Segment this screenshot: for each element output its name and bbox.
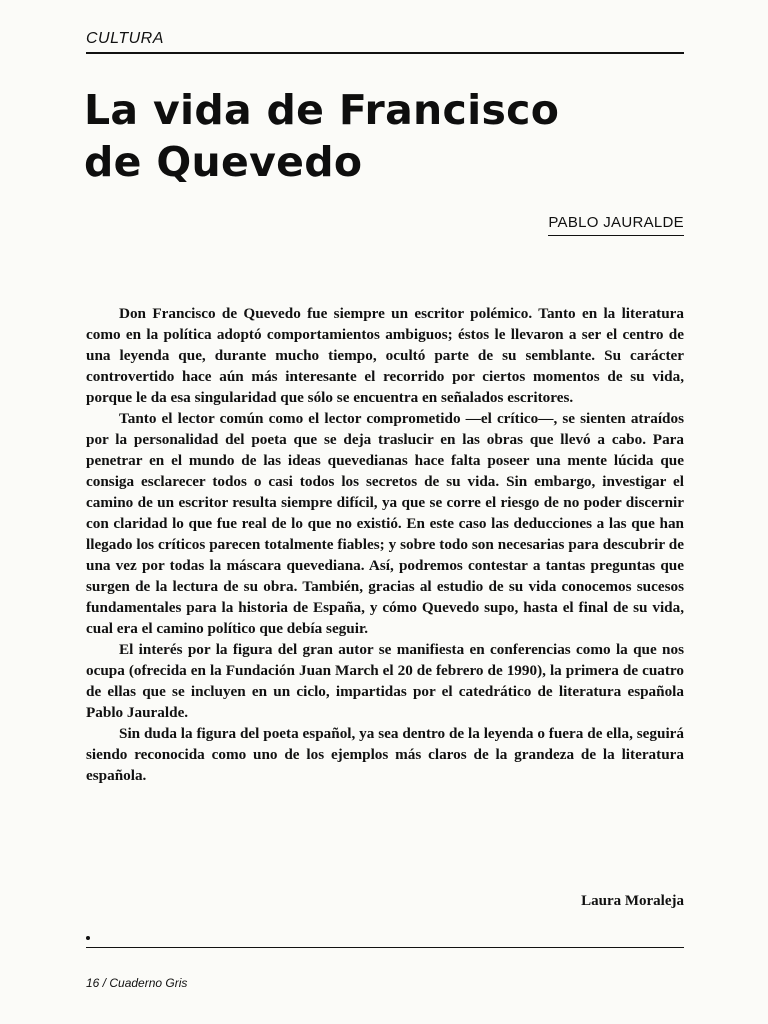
article-author: PABLO JAURALDE [548,214,684,236]
header-rule [86,52,684,54]
page-footer: 16 / Cuaderno Gris [86,976,188,990]
bullet-dot [86,936,90,940]
paragraph-2: Tanto el lector común como el lector comprometido —el crítico—, se sienten atraídos por la personalidad del poeta que se deja traslucir en las obras que llevó a cabo. Para penetrar en el mundo de las ideas quevedianas hace falta poseer una mente lúcida que consiga esclarecer todos o casi todos los secretos de su vida. Sin embargo, investigar el camino de un escritor resulta siempre difícil, ya que se corre el riesgo de no poder discernir con claridad lo que fue real de lo que no existió. En este caso las deducciones a las que han llegado los críticos parecen totalmente fiables; y sobre todo son necesarias para descubrir de una vez por todas la máscara quevediana. Así, podremos contestar a tantas preguntas que surgen de la lectura de su obra. También, gracias al estudio de su vida conocemos sucesos fundamentales para la historia de España, y cómo Quevedo supo, hasta el final de su vida, cual era el camino político que debía seguir. [86,410,684,637]
paragraph-1: Don Francisco de Quevedo fue siempre un escritor polémico. Tanto en la literatura como en la política adoptó comportamientos ambiguos; éstos le llevaron a ser el centro de una leyenda que, durante mucho tiempo, ocultó parte de su semblante. Su carácter controvertido hace aún más interesante el recorrido por ciertos momentos de su vida, porque le da esa singularidad que sólo se encuentra en señalados escritores. [86,305,684,406]
article-title [84,84,559,188]
footer-rule [86,947,684,948]
paragraph-4: Sin duda la figura del poeta español, ya sea dentro de la leyenda o fuera de ella, seguirá siendo reconocida como uno de los ejemplos más claros de la grandeza de la literatura española. [86,725,684,784]
article-body [86,303,684,786]
title-line-2: de Quevedo [84,138,363,186]
title-line-1: La vida de Francisco [84,86,560,134]
section-label: CULTURA [86,30,164,47]
signature: Laura Moraleja [581,893,684,909]
paragraph-3: El interés por la figura del gran autor se manifiesta en conferencias como la que nos ocupa (ofrecida en la Fundación Juan March el 20 de febrero de 1990), la primera de cuatro de ellas que se incluyen en un ciclo, impartidas por el catedrático de literatura española Pablo Jauralde. [86,641,684,721]
